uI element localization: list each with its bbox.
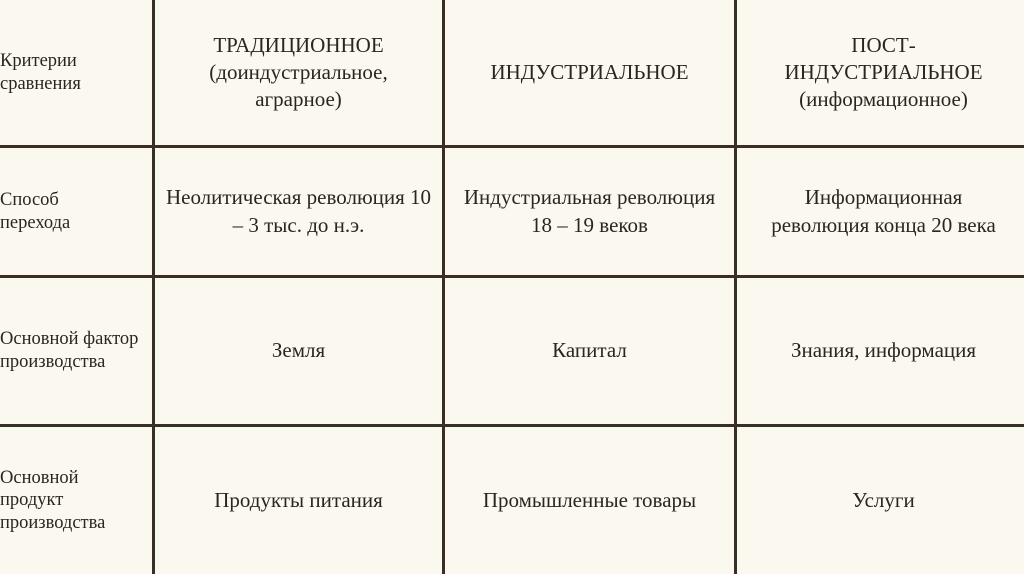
row-criterion-label: Основной фактор производства <box>0 329 139 372</box>
table-row <box>0 147 1024 277</box>
row-industrial-value: Капитал <box>552 338 627 363</box>
row-industrial-value: Индустриальная революция 18 – 19 веков <box>463 185 716 237</box>
row-traditional-cell <box>154 277 444 426</box>
row-postindustrial-value: Услуги <box>852 487 915 512</box>
row-industrial-value: Промышленные товары <box>482 487 697 512</box>
row-traditional-value: Продукты питания <box>214 487 383 512</box>
row-traditional-cell <box>154 426 444 574</box>
row-industrial-cell <box>444 426 736 574</box>
row-criterion-label: Основной продукт производства <box>0 467 106 533</box>
row-criterion-cell <box>0 426 154 574</box>
header-postindustrial-label: ПОСТ-ИНДУСТРИАЛЬНОЕ (информационное) <box>784 32 983 112</box>
row-postindustrial-cell <box>736 147 1024 277</box>
table-row <box>0 426 1024 574</box>
header-industrial-label: ИНДУСТРИАЛЬНОЕ <box>490 59 689 84</box>
header-traditional-cell <box>154 0 444 147</box>
header-industrial-cell <box>444 0 736 147</box>
row-criterion-cell <box>0 147 154 277</box>
row-traditional-value: Неолитическая революция 10 – 3 тыс. до н.э. <box>165 185 432 237</box>
row-criterion-cell <box>0 277 154 426</box>
row-traditional-cell <box>154 147 444 277</box>
table-header-row <box>0 0 1024 147</box>
row-postindustrial-cell <box>736 426 1024 574</box>
row-postindustrial-cell <box>736 277 1024 426</box>
row-criterion-label: Способ перехода <box>0 189 71 233</box>
row-traditional-value: Земля <box>271 338 326 363</box>
header-criteria-label: Критерии сравнения <box>0 50 81 94</box>
row-industrial-cell <box>444 147 736 277</box>
table-row <box>0 277 1024 426</box>
row-industrial-cell <box>444 277 736 426</box>
row-postindustrial-value: Информационная революция конца 20 века <box>771 185 996 237</box>
header-criteria-cell <box>0 0 154 147</box>
row-postindustrial-value: Знания, информация <box>790 338 977 363</box>
header-postindustrial-cell <box>736 0 1024 147</box>
header-traditional-label: ТРАДИЦИОННОЕ (доиндустриальное, аграрное) <box>209 32 388 112</box>
